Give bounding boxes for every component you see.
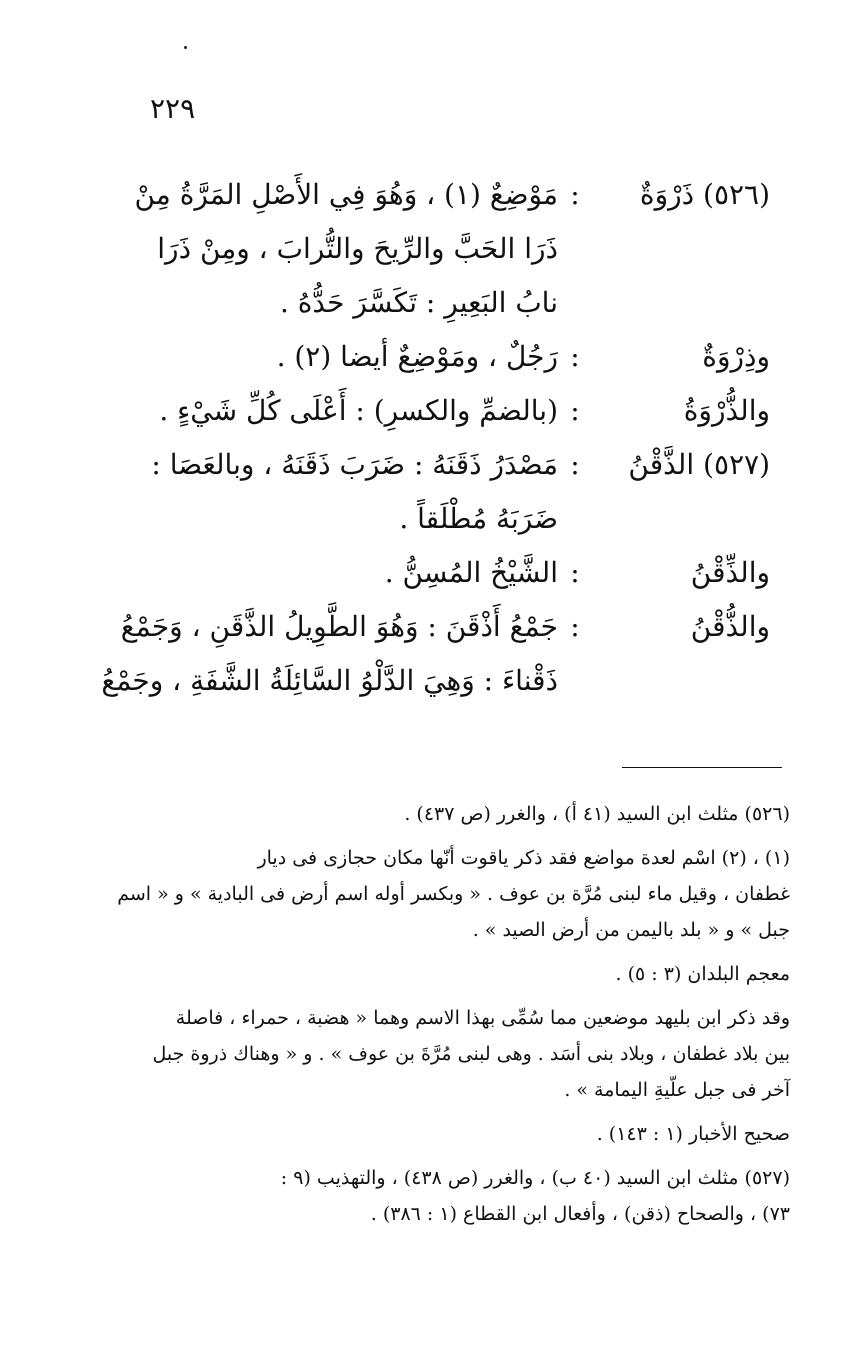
entry-definition: ضَرَبَهُ مُطْلَقاً . (399, 502, 558, 535)
entry-definition: جَمْعُ أَذْقَنَ : وَهُوَ الطَّوِيلُ الذَّقَنِ ، وَجَمْعُ (120, 610, 558, 643)
footnote-line: (١) ، (٢) اسْم لعدة مواضع فقد ذكر ياقوت أنّها مكان حجازى فى ديار (257, 847, 790, 869)
footnote-gap (100, 948, 790, 956)
footnote-line: بين بلاد غطفان ، وبلاد بنى أسَد . وهى لبنى مُرَّةَ بن عوف » . و « وهناك ذروة جبل (152, 1043, 790, 1065)
entry-colon: : (570, 448, 580, 481)
footnote-gap (100, 992, 790, 1000)
entry-line (110, 502, 770, 556)
footnote (100, 840, 790, 948)
entry-definition: رَجُلٌ ، ومَوْضِعٌ أيضا (٢) . (276, 340, 558, 373)
entry-line (110, 448, 770, 502)
entry-definition: الشَّيْخُ المُسِنُّ . (384, 556, 558, 589)
footnote-line: (٥٢٦) مثلث ابن السيد (٤١ أ) ، والغرر (ص ٤٣٧) . (404, 803, 790, 825)
entry-colon: : (570, 178, 580, 211)
dictionary-entry (110, 556, 770, 610)
entry-colon: : (570, 340, 580, 373)
dictionary-entry (110, 394, 770, 448)
footnote-line: معجم البلدان (٣ : ٥) . (615, 963, 790, 985)
entry-headword: (٥٢٧) الذَّقْنُ (628, 448, 770, 481)
footnote-rule (622, 767, 782, 768)
footnote-gap (100, 832, 790, 840)
dictionary-entry (110, 340, 770, 394)
footnote-line: (٥٢٧) مثلث ابن السيد (٤٠ ب) ، والغرر (ص ٤٣٨) ، والتهذيب (٩ : (280, 1167, 790, 1189)
dictionary-entry (110, 178, 770, 340)
footnote-line: صحيح الأخبار (١ : ١٤٣) . (596, 1123, 790, 1145)
ink-dot (184, 46, 187, 49)
footnote (100, 796, 790, 832)
page-number: ٢٢٩ (150, 92, 196, 125)
footnote-line: ٧٣) ، والصحاح (ذقن) ، وأفعال ابن القطاع (١ : ٣٨٦) . (370, 1203, 790, 1225)
footnote (100, 1116, 790, 1152)
entry-colon: : (570, 556, 580, 589)
entry-headword: (٥٢٦) ذَرْوَةٌ (639, 178, 770, 211)
footnote (100, 1000, 790, 1108)
entry-headword: والذُّرْوَةُ (683, 394, 770, 427)
dictionary-entry (110, 448, 770, 556)
footnote (100, 1160, 790, 1232)
entry-line (110, 286, 770, 340)
dictionary-entry (101, 610, 770, 718)
entry-line (110, 232, 770, 286)
entry-definition: مَوْضِعٌ (١) ، وَهُوَ فِي الأَصْلِ المَرَّةُ مِنْ (134, 178, 558, 211)
entry-colon: : (570, 610, 580, 643)
entry-line (110, 556, 770, 610)
entry-colon: : (570, 394, 580, 427)
entry-line (110, 394, 770, 448)
footnote-line: غطفان ، وقيل ماء لبنى مُرَّة بن عوف . « وبكسر أوله اسم أرض فى البادية » و « اسم (117, 883, 790, 905)
entry-line (110, 178, 770, 232)
footnote (100, 956, 790, 992)
entry-definition: نابُ البَعِيرِ : تَكَسَّرَ حَدُّهُ . (279, 286, 558, 319)
entry-definition: مَصْدَرُ ذَقَنَهُ : ضَرَبَ ذَقَنَهُ ، وبالعَصَا : (151, 448, 558, 481)
entry-definition: ذَرَا الحَبَّ والرِّيحَ والتُّرابَ ، ومِنْ ذَرَا (157, 232, 558, 265)
entry-headword: والذُّقْنُ (690, 610, 770, 643)
footnotes (100, 796, 790, 1232)
entry-headword: وذِرْوَةٌ (702, 340, 770, 373)
footnote-gap (100, 1108, 790, 1116)
footnote-line: آخر فى جبل علّيةِ اليمامة » . (564, 1079, 790, 1101)
footnote-line: وقد ذكر ابن بليهد موضعين مما سُمِّى بهذا الاسم وهما « هضبة ، حمراء ، فاصلة (175, 1007, 790, 1029)
footnote-line: جبل » و « بلد باليمن من أرض الصيد » . (472, 919, 790, 941)
footnote-gap (100, 1152, 790, 1160)
entry-definition: (بالضمِّ والكسرِ) : أَعْلَى كُلِّ شَيْءٍ . (159, 394, 558, 427)
entry-line (110, 340, 770, 394)
entry-headword: والذِّقْنُ (690, 556, 770, 589)
entries (101, 178, 770, 718)
entry-line (101, 664, 770, 718)
entry-definition: ذَقْناءَ : وَهِيَ الدَّلْوُ السَّائِلَةُ الشَّفَةِ ، وجَمْعُ (101, 664, 558, 697)
entry-line (110, 610, 770, 664)
